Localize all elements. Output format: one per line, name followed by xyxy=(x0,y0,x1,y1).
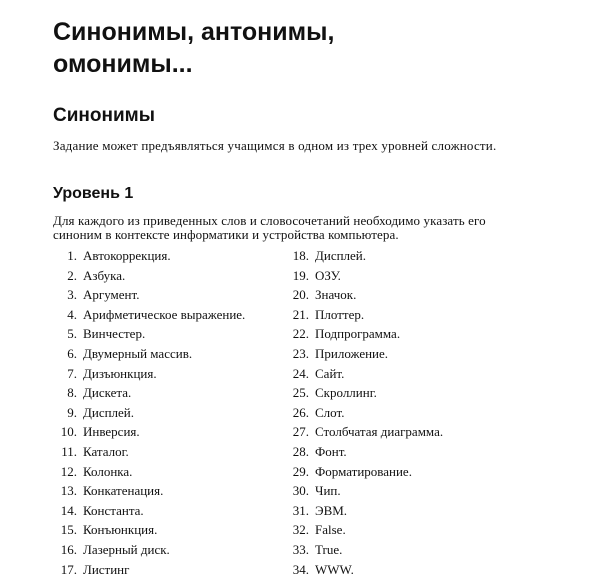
list-item xyxy=(53,403,273,423)
item-number: 4. xyxy=(67,306,77,322)
item-text: Подпрограмма. xyxy=(315,326,401,342)
list-item xyxy=(290,383,510,403)
item-number: 22. xyxy=(292,326,309,342)
list-item xyxy=(53,540,273,560)
item-text: Плоттер. xyxy=(315,306,365,322)
list-item xyxy=(53,422,273,442)
item-number: 26. xyxy=(292,404,309,420)
item-text: Сайт. xyxy=(315,365,345,381)
item-text: Колонка. xyxy=(83,463,133,479)
item-text: Дизъюнкция. xyxy=(83,365,157,381)
item-number: 21. xyxy=(292,306,309,322)
list-item xyxy=(290,266,510,286)
item-text: Дисплей. xyxy=(83,404,135,420)
item-text: Листинг xyxy=(83,561,130,577)
list-item xyxy=(53,324,273,344)
item-number: 27. xyxy=(292,424,309,440)
item-number: 20. xyxy=(292,287,309,303)
item-text: Винчестер. xyxy=(83,326,146,342)
item-number: 18. xyxy=(292,248,309,263)
item-number: 16. xyxy=(60,541,77,557)
list-item xyxy=(290,560,510,580)
list-item xyxy=(53,285,273,305)
item-text: True. xyxy=(315,541,343,557)
list-item xyxy=(53,266,273,286)
item-number: 3. xyxy=(67,287,77,303)
list-item xyxy=(53,442,273,462)
list-item xyxy=(290,422,510,442)
list-item xyxy=(290,442,510,462)
item-number: 24. xyxy=(292,365,309,381)
item-number: 34. xyxy=(292,561,309,577)
item-number: 2. xyxy=(67,267,77,283)
list-item xyxy=(290,520,510,540)
word-list-right xyxy=(290,246,510,579)
item-number: 5. xyxy=(67,326,77,342)
item-number: 17. xyxy=(60,561,77,577)
list-item xyxy=(53,520,273,540)
item-text: Лазерный диск. xyxy=(83,541,170,557)
list-item xyxy=(290,305,510,325)
item-text: Приложение. xyxy=(315,345,389,361)
chapter-title-line-2: омонимы... xyxy=(53,50,193,78)
list-item xyxy=(290,364,510,384)
item-text: Столбчатая диаграмма. xyxy=(315,424,444,440)
item-text: ЭВМ. xyxy=(315,502,348,518)
item-text: Арифметическое выражение. xyxy=(83,306,246,322)
list-item xyxy=(290,344,510,364)
item-number: 33. xyxy=(292,541,309,557)
item-number: 14. xyxy=(60,502,77,518)
item-text: Каталог. xyxy=(83,443,129,459)
list-item xyxy=(290,462,510,482)
item-number: 9. xyxy=(67,404,77,420)
list-item xyxy=(53,383,273,403)
item-number: 31. xyxy=(292,502,309,518)
item-number: 13. xyxy=(60,483,77,499)
item-text: Форматирование. xyxy=(315,463,412,479)
item-text: False. xyxy=(315,522,346,538)
word-list-left xyxy=(53,246,273,579)
item-number: 6. xyxy=(67,345,77,361)
list-item xyxy=(53,560,273,580)
item-text: Конъюнкция. xyxy=(83,522,158,538)
list-item xyxy=(53,481,273,501)
item-text: Автокоррекция. xyxy=(83,248,171,263)
level-title: Уровень 1 xyxy=(53,185,134,202)
list-item xyxy=(53,364,273,384)
item-number: 28. xyxy=(292,443,309,459)
item-text: Значок. xyxy=(315,287,357,303)
list-item xyxy=(290,501,510,521)
item-text: Фонт. xyxy=(315,443,347,459)
item-text: Инверсия. xyxy=(83,424,140,440)
list-item xyxy=(53,344,273,364)
list-item xyxy=(290,481,510,501)
item-number: 15. xyxy=(60,522,77,538)
item-number: 29. xyxy=(292,463,309,479)
section-title: Синонимы xyxy=(53,105,155,126)
item-text: Константа. xyxy=(83,502,144,518)
item-number: 30. xyxy=(292,483,309,499)
list-item xyxy=(53,501,273,521)
item-text: Чип. xyxy=(315,483,341,499)
item-text: Скроллинг. xyxy=(315,385,377,401)
item-number: 8. xyxy=(67,385,77,401)
task-instructions: Для каждого из приведенных слов и словосочетаний необходимо указать его синоним в контексте информатики и устройства компьютера. xyxy=(53,213,486,242)
chapter-title xyxy=(53,16,573,80)
item-text: WWW. xyxy=(315,561,354,577)
item-text: Двумерный массив. xyxy=(83,345,193,361)
item-number: 12. xyxy=(60,463,77,479)
list-item xyxy=(290,285,510,305)
list-item xyxy=(53,246,273,266)
chapter-title-line-1: Синонимы, антонимы, xyxy=(53,18,335,46)
item-text: Дисплей. xyxy=(315,248,367,263)
item-number: 32. xyxy=(292,522,309,538)
item-number: 7. xyxy=(67,365,77,381)
item-number: 10. xyxy=(60,424,77,440)
list-item xyxy=(290,324,510,344)
list-item xyxy=(290,403,510,423)
item-number: 19. xyxy=(292,267,309,283)
list-item xyxy=(53,462,273,482)
list-item xyxy=(290,540,510,560)
item-text: Слот. xyxy=(315,404,345,420)
list-item xyxy=(53,305,273,325)
section-intro-paragraph: Задание может предъявляться учащимся в одном из трех уровней сложности. xyxy=(53,138,497,153)
item-number: 23. xyxy=(292,345,309,361)
item-text: Конкатенация. xyxy=(83,483,164,499)
item-text: Аргумент. xyxy=(83,287,140,303)
item-text: Азбука. xyxy=(83,267,126,283)
item-number: 1. xyxy=(67,248,77,263)
item-number: 11. xyxy=(61,443,77,459)
item-text: ОЗУ. xyxy=(315,267,341,283)
item-text: Дискета. xyxy=(83,385,132,401)
list-item xyxy=(290,246,510,266)
item-number: 25. xyxy=(292,385,309,401)
